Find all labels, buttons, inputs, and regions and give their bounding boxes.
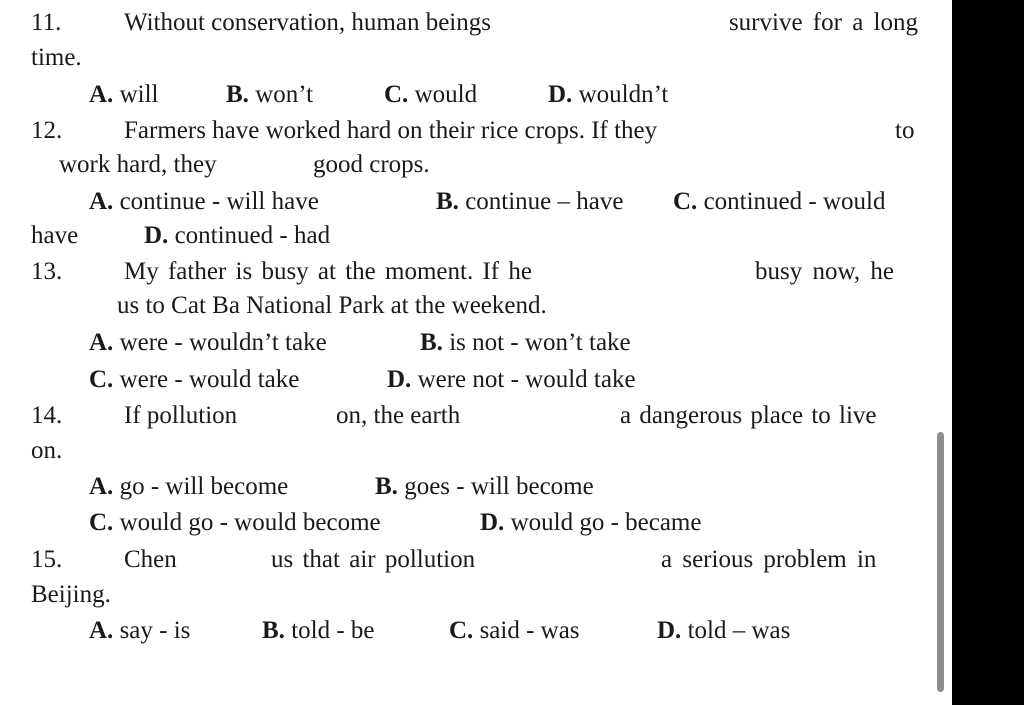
question-12-stem-line2-part-2: good crops.	[313, 151, 430, 178]
question-15-option-d[interactable]: D. told – was	[657, 617, 791, 644]
question-15-stem-part-3: a serious problem in	[661, 546, 877, 573]
question-14-option-a[interactable]: A. go - will become	[89, 473, 289, 500]
window-edge-bar	[952, 0, 1024, 705]
question-11-stem-continuation: time.	[31, 44, 82, 71]
vertical-scrollbar-thumb[interactable]	[937, 432, 944, 692]
question-13-stem-part-1: My father is busy at the moment. If he	[124, 258, 532, 285]
question-15-option-c[interactable]: C. said - was	[449, 617, 580, 644]
question-11-option-c[interactable]: C. would	[384, 81, 478, 108]
question-14-stem-part-2: on, the earth	[336, 402, 461, 429]
question-13-stem-line2: us to Cat Ba National Park at the weekend.	[117, 292, 547, 319]
question-15-option-a[interactable]: A. say - is	[89, 617, 191, 644]
question-15-stem-continuation: Beijing.	[31, 581, 111, 608]
question-13-number: 13.	[31, 258, 63, 285]
question-11-number: 11.	[31, 9, 62, 36]
question-13-option-b[interactable]: B. is not - won’t take	[420, 329, 631, 356]
question-12-stem-part-1: Farmers have worked hard on their rice crops. If they	[124, 117, 658, 144]
question-11-option-b[interactable]: B. won’t	[226, 81, 314, 108]
question-12-stem-part-2: to	[895, 117, 915, 144]
question-11-stem-part-2: survive for a long	[728, 9, 918, 36]
question-11-option-d[interactable]: D. wouldn’t	[548, 81, 669, 108]
question-12-number: 12.	[31, 117, 63, 144]
question-12-option-b[interactable]: B. continue – have	[436, 188, 624, 215]
question-15-stem-part-1: Chen	[124, 546, 177, 573]
question-15-option-b[interactable]: B. told - be	[262, 617, 375, 644]
question-14-option-b[interactable]: B. goes - will become	[375, 473, 594, 500]
question-13-option-d[interactable]: D. were not - would take	[387, 366, 636, 393]
question-14-number: 14.	[31, 402, 63, 429]
question-14-stem-part-3: a dangerous place to live	[620, 402, 877, 429]
question-12-option-c[interactable]: C. continued - would	[673, 188, 886, 215]
question-13-option-a[interactable]: A. were - wouldn’t take	[89, 329, 327, 356]
question-14-stem-continuation: on.	[31, 437, 63, 464]
question-15-stem-part-2: us that air pollution	[271, 546, 476, 573]
question-12-option-a[interactable]: A. continue - will have	[89, 188, 319, 215]
question-14-stem-part-1: If pollution	[124, 402, 238, 429]
question-12-stem-line2-part-1: work hard, they	[59, 151, 217, 178]
question-12-option-d[interactable]: D. continued - had	[144, 222, 331, 249]
question-13-option-c[interactable]: C. were - would take	[89, 366, 300, 393]
question-13-stem-part-2: busy now, he	[755, 258, 895, 285]
question-12-option-c-wrap: have	[31, 222, 79, 249]
question-15-number: 15.	[31, 546, 63, 573]
question-11-stem-part-1: Without conservation, human beings	[124, 9, 491, 36]
question-11-option-a[interactable]: A. will	[89, 81, 159, 108]
question-14-option-c[interactable]: C. would go - would become	[89, 509, 381, 536]
question-14-option-d[interactable]: D. would go - became	[480, 509, 702, 536]
